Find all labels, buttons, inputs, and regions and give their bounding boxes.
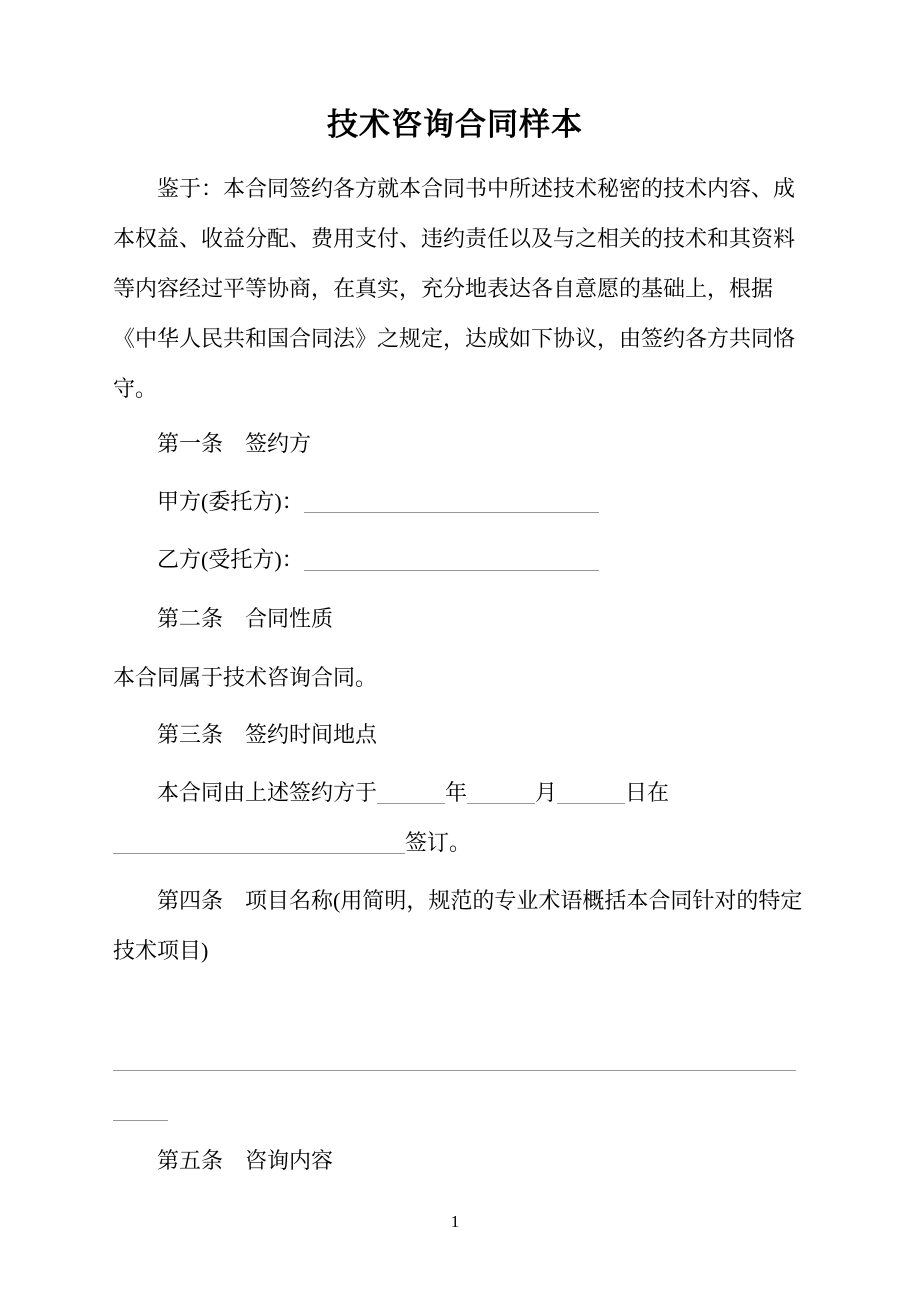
place-fill-blank	[113, 825, 405, 854]
party-b-fill-blank	[304, 542, 599, 571]
clause1-heading: 第一条 签约方	[157, 431, 312, 456]
clause4-paragraph	[113, 876, 803, 976]
clause2-heading: 第二条 合同性质	[157, 606, 334, 631]
project-name-fill-line2	[113, 1085, 797, 1135]
year-label: 年	[445, 780, 468, 805]
preamble-paragraph	[113, 164, 797, 414]
project-name-fill-blank-long	[113, 1042, 796, 1071]
project-name-fill-blank-short	[113, 1092, 168, 1121]
signing-place-line	[113, 818, 797, 868]
clause4-heading-line2: 技术项目)	[113, 938, 209, 963]
day-label: 日在	[625, 780, 670, 805]
sign-suffix: 签订。	[405, 830, 472, 855]
preamble-line: 鉴于：本合同签约各方就本合同书中所述技术秘密的技术内容、成	[157, 176, 796, 201]
party-a-line	[113, 477, 797, 527]
clause4-heading-line1: 第四条 项目名称(用简明，规范的专业术语概括本合同针对的特定	[157, 888, 803, 913]
project-name-fill-line1	[113, 1035, 797, 1085]
month-label: 月	[535, 780, 558, 805]
preamble-line: 《中华人民共和国合同法》之规定，达成如下协议，由签约各方共同恪	[113, 326, 796, 351]
project-name-fill-paragraph	[113, 1035, 797, 1135]
party-b-line	[113, 535, 797, 585]
clause3-heading: 第三条 签约时间地点	[157, 722, 378, 747]
preamble-line: 守。	[113, 376, 158, 401]
party-a-fill-blank	[304, 484, 599, 513]
signing-date-line	[113, 768, 797, 818]
document-title: 技术咨询合同样本	[327, 107, 583, 142]
day-fill-blank	[557, 775, 625, 804]
preamble-line: 本权益、收益分配、费用支付、违约责任以及与之相关的技术和其资料	[113, 226, 796, 251]
year-fill-blank	[377, 775, 445, 804]
page-number: 1	[450, 1212, 460, 1231]
signing-date-paragraph	[113, 768, 797, 868]
party-a-label: 甲方(委托方)：	[157, 489, 304, 514]
month-fill-blank	[467, 775, 535, 804]
date-prefix: 本合同由上述签约方于	[157, 780, 378, 805]
preamble-line: 等内容经过平等协商，在真实，充分地表达各自意愿的基础上，根据	[113, 276, 774, 301]
party-b-label: 乙方(受托方)：	[157, 547, 304, 572]
clause5-heading: 第五条 咨询内容	[157, 1148, 334, 1173]
clause2-body: 本合同属于技术咨询合同。	[113, 665, 378, 690]
